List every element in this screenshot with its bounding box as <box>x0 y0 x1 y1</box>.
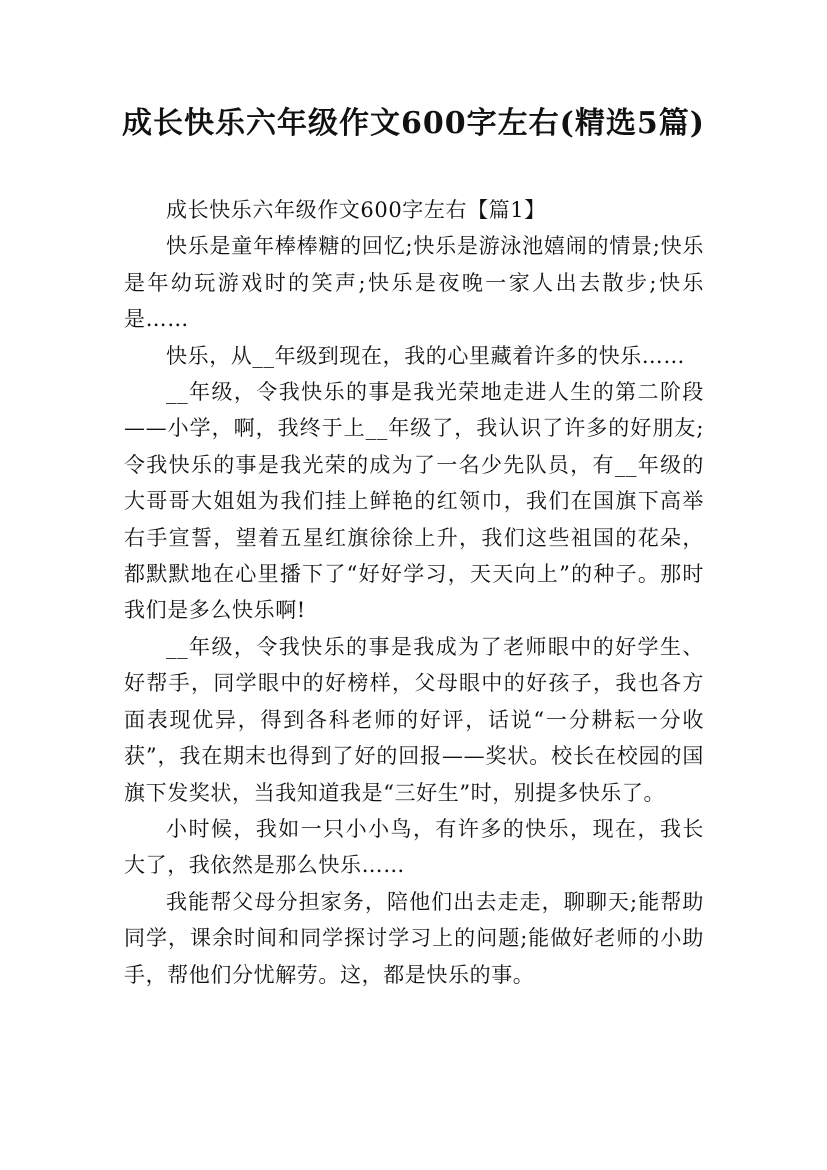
paragraph: 快乐是童年棒棒糖的回忆;快乐是游泳池嬉闹的情景;快乐是年幼玩游戏时的笑声;快乐是夜晚一家人出去散步;快乐是…… <box>124 234 704 332</box>
paragraph: __年级，令我快乐的事是我成为了老师眼中的好学生、好帮手，同学眼中的好榜样，父母眼中的好孩子，我也各方面表现优异，得到各科老师的好评，话说“一分耕耘一分收获”，我在期末也得到了好的回报——奖状。校长在校园的国旗下发奖状，当我知道我是“三好生”时，别提多快乐了。 <box>124 634 704 805</box>
document-body <box>124 192 704 993</box>
document-title: 成长快乐六年级作文600字左右(精选5篇) <box>122 106 705 141</box>
paragraph: 我能帮父母分担家务，陪他们出去走走，聊聊天;能帮助同学，课余时间和同学探讨学习上的问题;能做好老师的小助手，帮他们分忧解劳。这，都是快乐的事。 <box>124 889 704 987</box>
section-heading: 成长快乐六年级作文600字左右【篇1】 <box>166 198 546 222</box>
paragraph: 小时候，我如一只小小鸟，有许多的快乐，现在，我长大了，我依然是那么快乐…… <box>124 816 704 878</box>
paragraph: __年级，令我快乐的事是我光荣地走进人生的第二阶段——小学，啊，我终于上__年级了，我认识了许多的好朋友;令我快乐的事是我光荣的成为了一名少先队员，有__年级的大哥哥大姐姐为我们挂上鲜艳的红领巾，我们在国旗下高举右手宣誓，望着五星红旗徐徐上升，我们这些祖国的花朵，都默默地在心里播下了“好好学习，天天向上”的种子。那时我们是多么快乐啊! <box>124 380 704 623</box>
paragraph: 快乐，从__年级到现在，我的心里藏着许多的快乐…… <box>166 343 685 368</box>
